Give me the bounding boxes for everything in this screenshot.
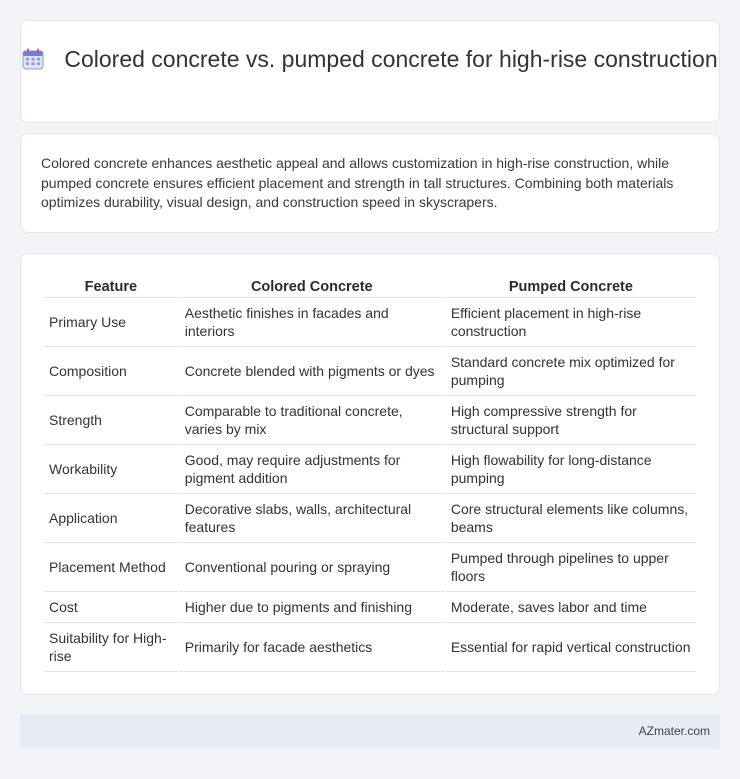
table-header-row — [44, 276, 696, 298]
page-title-wrap — [21, 45, 719, 74]
feature-cell: Application — [44, 494, 178, 543]
pumped-cell: High flowability for long-distance pumping — [446, 445, 696, 494]
pumped-cell: Moderate, saves labor and time — [446, 592, 696, 623]
table-row — [44, 445, 696, 494]
footer-brand[interactable]: AZmater.com — [638, 724, 710, 738]
colored-cell: Concrete blended with pigments or dyes — [180, 347, 444, 396]
comparison-table — [42, 276, 698, 672]
page-title: Colored concrete vs. pumped concrete for high-rise construction — [64, 46, 718, 72]
pumped-cell: High compressive strength for structural support — [446, 396, 696, 445]
colored-cell: Aesthetic finishes in facades and interiors — [180, 298, 444, 347]
table-row — [44, 347, 696, 396]
colored-cell: Good, may require adjustments for pigment addition — [180, 445, 444, 494]
pumped-cell: Efficient placement in high-rise construction — [446, 298, 696, 347]
table-row — [44, 543, 696, 592]
pumped-cell: Essential for rapid vertical construction — [446, 623, 696, 672]
footer-bar — [20, 714, 720, 749]
feature-cell: Primary Use — [44, 298, 178, 347]
pumped-cell: Core structural elements like columns, beams — [446, 494, 696, 543]
summary-text: Colored concrete enhances aesthetic appeal and allows customization in high-rise construction, while pumped concrete ensures efficient placement and strength in tall structures. Combining both materials optimizes durability, visual design, and construction speed in skyscrapers. — [41, 155, 674, 210]
table-row — [44, 298, 696, 347]
pumped-cell: Pumped through pipelines to upper floors — [446, 543, 696, 592]
colored-cell: Decorative slabs, walls, architectural features — [180, 494, 444, 543]
table-row — [44, 623, 696, 672]
feature-cell: Suitability for High-rise — [44, 623, 178, 672]
feature-cell: Workability — [44, 445, 178, 494]
title-card — [20, 20, 720, 123]
header-pumped-concrete: Pumped Concrete — [446, 276, 696, 298]
calendar-icon — [22, 48, 44, 70]
colored-cell: Conventional pouring or spraying — [180, 543, 444, 592]
table-row — [44, 592, 696, 623]
table-row — [44, 494, 696, 543]
summary-card — [20, 133, 720, 233]
feature-cell: Composition — [44, 347, 178, 396]
header-feature: Feature — [44, 276, 178, 298]
pumped-cell: Standard concrete mix optimized for pumping — [446, 347, 696, 396]
table-row — [44, 396, 696, 445]
colored-cell: Primarily for facade aesthetics — [180, 623, 444, 672]
header-colored-concrete: Colored Concrete — [180, 276, 444, 298]
colored-cell: Higher due to pigments and finishing — [180, 592, 444, 623]
feature-cell: Cost — [44, 592, 178, 623]
colored-cell: Comparable to traditional concrete, varies by mix — [180, 396, 444, 445]
feature-cell: Strength — [44, 396, 178, 445]
feature-cell: Placement Method — [44, 543, 178, 592]
comparison-table-card — [20, 253, 720, 695]
